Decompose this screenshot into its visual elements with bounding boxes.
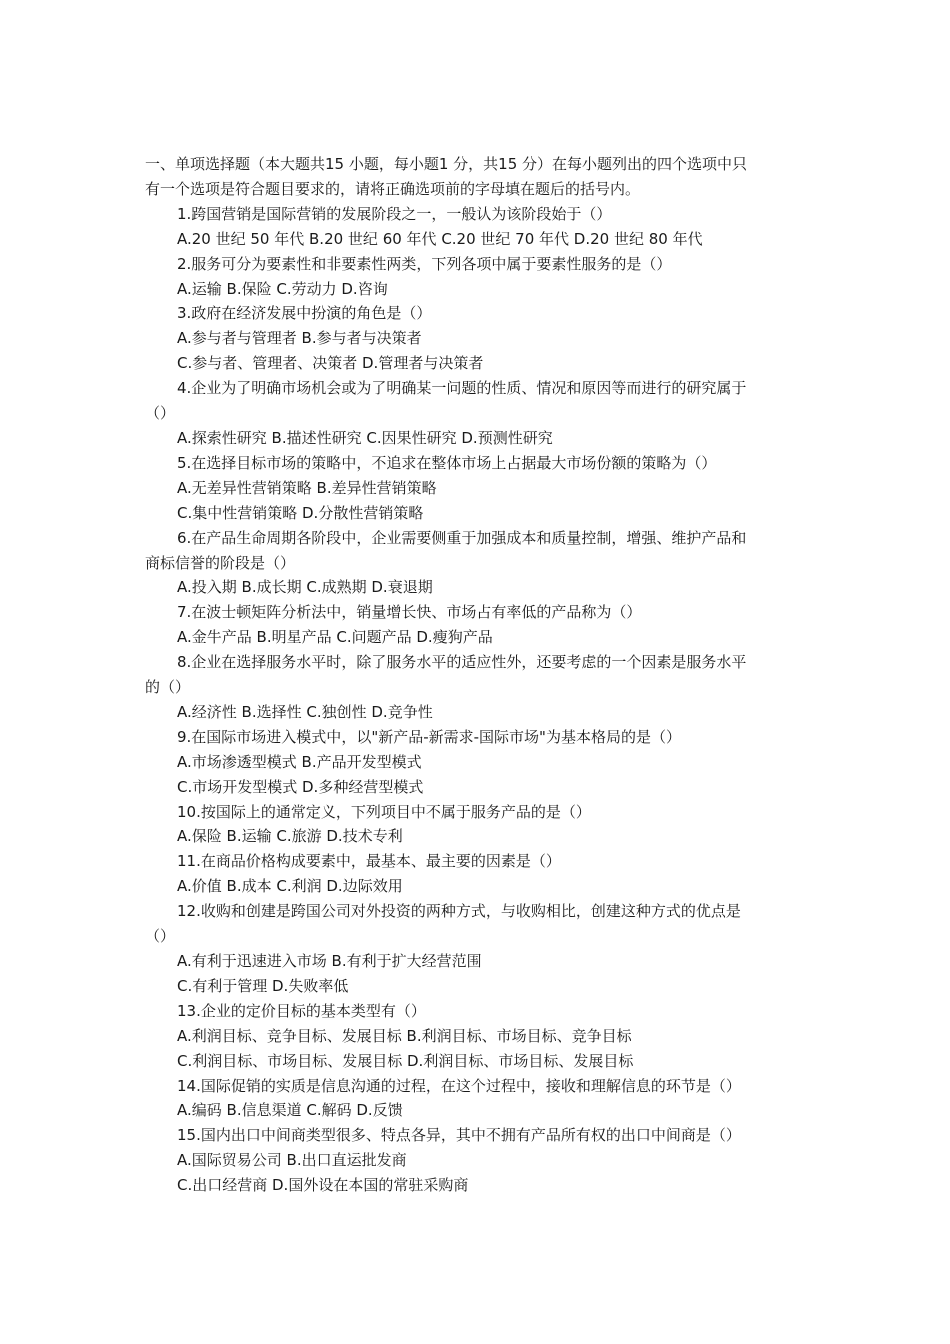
- section-header-line-2: 有一个选项是符合题目要求的，请将正确选项前的字母填在题后的括号内。: [145, 179, 641, 198]
- question-options: A.20 世纪 50 年代 B.20 世纪 60 年代 C.20 世纪 70 年代 D.20 世纪 80 年代: [177, 229, 703, 248]
- question-options: C.市场开发型模式 D.多种经营型模式: [177, 777, 424, 796]
- question-options: A.投入期 B.成长期 C.成熟期 D.衰退期: [177, 578, 433, 597]
- question-options: A.探索性研究 B.描述性研究 C.因果性研究 D.预测性研究: [177, 428, 553, 447]
- question-stem: 15.国内出口中间商类型很多、特点各异，其中不拥有产品所有权的出口中间商是（）: [177, 1126, 741, 1145]
- question-options: C.参与者、管理者、决策者 D.管理者与决策者: [177, 354, 484, 373]
- question-options: A.国际贸易公司 B.出口直运批发商: [177, 1151, 407, 1170]
- question-stem: 9.在国际市场进入模式中，以"新产品-新需求-国际市场"为基本格局的是（）: [177, 727, 681, 746]
- question-options: C.利润目标、市场目标、发展目标 D.利润目标、市场目标、发展目标: [177, 1051, 634, 1070]
- question-options: A.市场渗透型模式 B.产品开发型模式: [177, 752, 422, 771]
- question-stem: 1.跨国营销是国际营销的发展阶段之一，一般认为该阶段始于（）: [177, 204, 612, 223]
- exam-page: [145, 152, 825, 1198]
- question-options: A.金牛产品 B.明星产品 C.问题产品 D.瘦狗产品: [177, 628, 493, 647]
- question-options: C.有利于管理 D.失败率低: [177, 976, 349, 995]
- question-options: A.经济性 B.选择性 C.独创性 D.竞争性: [177, 702, 433, 721]
- question-14: [145, 1074, 825, 1124]
- question-options: A.编码 B.信息渠道 C.解码 D.反馈: [177, 1101, 403, 1120]
- question-options: A.有利于迅速进入市场 B.有利于扩大经营范围: [177, 952, 482, 970]
- question-3: [145, 301, 825, 376]
- question-stem-continuation: 商标信誉的阶段是（）: [145, 553, 296, 572]
- question-stem: 14.国际促销的实质是信息沟通的过程，在这个过程中，接收和理解信息的环节是（）: [177, 1076, 741, 1095]
- question-10: [145, 800, 825, 850]
- question-options: C.出口经营商 D.国外设在本国的常驻采购商: [177, 1176, 469, 1195]
- question-stem: 6.在产品生命周期各阶段中，企业需要侧重于加强成本和质量控制，增强、维护产品和: [177, 528, 747, 547]
- question-6: [145, 526, 825, 601]
- question-stem: 2.服务可分为要素性和非要素性两类，下列各项中属于要素性服务的是（）: [177, 254, 672, 273]
- question-stem-continuation: （）: [145, 404, 176, 423]
- question-stem: 7.在波士顿矩阵分析法中，销量增长快、市场占有率低的产品称为（）: [177, 603, 642, 622]
- question-options: C.集中性营销策略 D.分散性营销策略: [177, 503, 424, 522]
- question-9: [145, 725, 825, 800]
- question-list: [145, 202, 825, 1198]
- question-1: [145, 202, 825, 252]
- question-13: [145, 999, 825, 1074]
- question-stem: 4.企业为了明确市场机会或为了明确某一问题的性质、情况和原因等而进行的研究属于: [177, 379, 747, 398]
- question-options: A.价值 B.成本 C.利润 D.边际效用: [177, 877, 403, 896]
- question-stem: 5.在选择目标市场的策略中，不追求在整体市场上占据最大市场份额的策略为（）: [177, 453, 717, 472]
- question-4: [145, 376, 825, 451]
- question-options: A.保险 B.运输 C.旅游 D.技术专利: [177, 827, 403, 846]
- question-7: [145, 600, 825, 650]
- question-stem: 8.企业在选择服务水平时，除了服务水平的适应性外，还要考虑的一个因素是服务水平: [177, 653, 747, 672]
- question-options: A.无差异性营销策略 B.差异性营销策略: [177, 478, 437, 497]
- question-stem: 13.企业的定价目标的基本类型有（）: [177, 1001, 426, 1020]
- question-stem: 12.收购和创建是跨国公司对外投资的两种方式，与收购相比，创建这种方式的优点是: [177, 902, 741, 921]
- question-stem-continuation: 的（）: [145, 678, 191, 697]
- question-5: [145, 451, 825, 526]
- question-options: A.利润目标、竞争目标、发展目标 B.利润目标、市场目标、竞争目标: [177, 1026, 632, 1045]
- question-11: [145, 849, 825, 899]
- question-options: A.运输 B.保险 C.劳动力 D.咨询: [177, 279, 388, 298]
- section-header-line-1: 一、单项选择题（本大题共15 小题，每小题1 分，共15 分）在每小题列出的四个选项中只: [145, 155, 748, 173]
- question-stem: 10.按国际上的通常定义，下列项目中不属于服务产品的是（）: [177, 802, 591, 821]
- question-12: [145, 899, 825, 999]
- question-options: A.参与者与管理者 B.参与者与决策者: [177, 329, 422, 348]
- question-15: [145, 1123, 825, 1198]
- question-2: [145, 252, 825, 302]
- question-stem-continuation: （）: [145, 927, 176, 946]
- question-8: [145, 650, 825, 725]
- question-stem: 3.政府在经济发展中扮演的角色是（）: [177, 304, 432, 323]
- question-stem: 11.在商品价格构成要素中，最基本、最主要的因素是（）: [177, 852, 561, 871]
